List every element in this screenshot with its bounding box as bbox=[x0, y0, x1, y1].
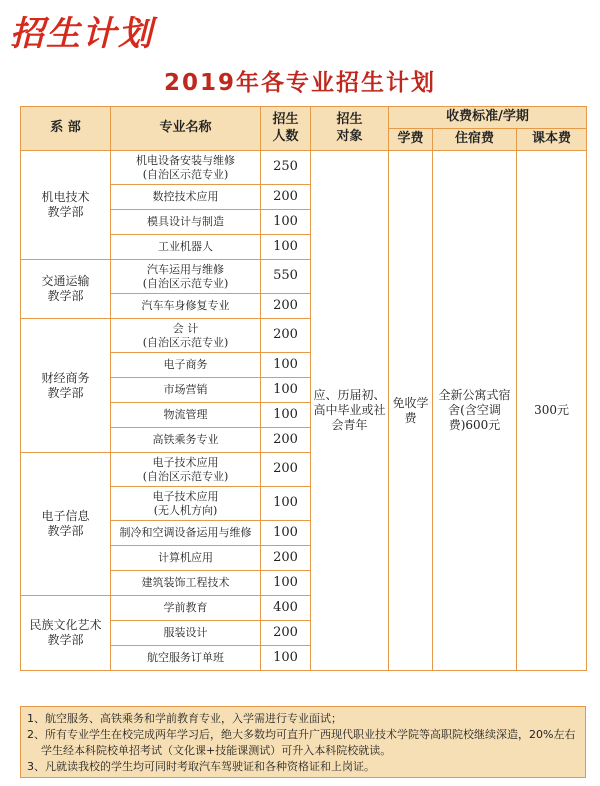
enrollment-count-cell: 250 bbox=[261, 151, 311, 185]
enrollment-count-cell: 100 bbox=[261, 403, 311, 428]
enrollment-count-cell: 200 bbox=[261, 546, 311, 571]
enrollment-count-cell: 100 bbox=[261, 571, 311, 596]
enrollment-count-cell: 400 bbox=[261, 596, 311, 621]
enrollment-count-cell: 100 bbox=[261, 353, 311, 378]
enrollment-count-cell: 200 bbox=[261, 319, 311, 353]
enrollment-count-cell: 100 bbox=[261, 210, 311, 235]
enrollment-count-cell: 100 bbox=[261, 487, 311, 521]
enrollment-count-cell: 100 bbox=[261, 521, 311, 546]
enrollment-count-cell: 200 bbox=[261, 453, 311, 487]
major-cell: 汽车车身修复专业 bbox=[111, 294, 261, 319]
header-books: 课本费 bbox=[517, 129, 587, 151]
department-cell: 电子信息 教学部 bbox=[21, 453, 111, 596]
major-cell: 会 计 (自治区示范专业) bbox=[111, 319, 261, 353]
department-cell: 机电技术 教学部 bbox=[21, 151, 111, 260]
department-cell: 财经商务 教学部 bbox=[21, 319, 111, 453]
header-major: 专业名称 bbox=[111, 107, 261, 151]
notes-box bbox=[20, 706, 586, 778]
enrollment-count-cell: 100 bbox=[261, 378, 311, 403]
major-cell: 物流管理 bbox=[111, 403, 261, 428]
header-dept: 系 部 bbox=[21, 107, 111, 151]
target-cell: 应、历届初、高中毕业或社会青年 bbox=[311, 151, 389, 671]
major-cell: 数控技术应用 bbox=[111, 185, 261, 210]
major-cell: 机电设备安装与维修 (自治区示范专业) bbox=[111, 151, 261, 185]
dorm-fee-cell: 全新公寓式宿舍(含空调费)600元 bbox=[433, 151, 517, 671]
tuition-cell: 免收学费 bbox=[389, 151, 433, 671]
enrollment-count-cell: 200 bbox=[261, 185, 311, 210]
major-cell: 电子技术应用 (自治区示范专业) bbox=[111, 453, 261, 487]
department-cell: 交通运输 教学部 bbox=[21, 260, 111, 319]
major-cell: 航空服务订单班 bbox=[111, 646, 261, 671]
major-cell: 模具设计与制造 bbox=[111, 210, 261, 235]
page-title: 2019年各专业招生计划 bbox=[163, 70, 436, 96]
enrollment-count-cell: 550 bbox=[261, 260, 311, 294]
table-row bbox=[21, 151, 587, 185]
enrollment-count-cell: 200 bbox=[261, 428, 311, 453]
enrollment-table bbox=[20, 106, 587, 671]
major-cell: 服装设计 bbox=[111, 621, 261, 646]
enrollment-count-cell: 200 bbox=[261, 294, 311, 319]
header-tuition: 学费 bbox=[389, 129, 433, 151]
major-cell: 电子商务 bbox=[111, 353, 261, 378]
header-fee-group: 收费标准/学期 bbox=[389, 107, 587, 129]
header-target: 招生 对象 bbox=[311, 107, 389, 151]
enrollment-count-cell: 200 bbox=[261, 621, 311, 646]
major-cell: 制冷和空调设备运用与维修 bbox=[111, 521, 261, 546]
major-cell: 工业机器人 bbox=[111, 235, 261, 260]
major-cell: 市场营销 bbox=[111, 378, 261, 403]
major-cell: 汽车运用与维修 (自治区示范专业) bbox=[111, 260, 261, 294]
note-item: 3、凡就读我校的学生均可同时考取汽车驾驶证和各种资格证和上岗证。 bbox=[27, 760, 375, 773]
major-cell: 学前教育 bbox=[111, 596, 261, 621]
header-dorm: 住宿费 bbox=[433, 129, 517, 151]
book-fee-cell: 300元 bbox=[517, 151, 587, 671]
department-cell: 民族文化艺术 教学部 bbox=[21, 596, 111, 671]
major-cell: 计算机应用 bbox=[111, 546, 261, 571]
major-cell: 建筑装饰工程技术 bbox=[111, 571, 261, 596]
major-cell: 电子技术应用 (无人机方向) bbox=[111, 487, 261, 521]
enrollment-table-body bbox=[21, 151, 587, 671]
brand-heading: 招生计划 bbox=[10, 14, 154, 54]
header-count: 招生 人数 bbox=[261, 107, 311, 151]
enrollment-count-cell: 100 bbox=[261, 646, 311, 671]
major-cell: 高铁乘务专业 bbox=[111, 428, 261, 453]
note-item: 1、航空服务、高铁乘务和学前教育专业，入学需进行专业面试； bbox=[27, 712, 342, 725]
note-item: 2、所有专业学生在校完成两年学习后，绝大多数均可直升广西现代职业技术学院等高职院校继续深造，20%左右学生经本科院校单招考试（文化课+技能课测试）可升入本科院校就读。 bbox=[27, 728, 576, 757]
enrollment-count-cell: 100 bbox=[261, 235, 311, 260]
